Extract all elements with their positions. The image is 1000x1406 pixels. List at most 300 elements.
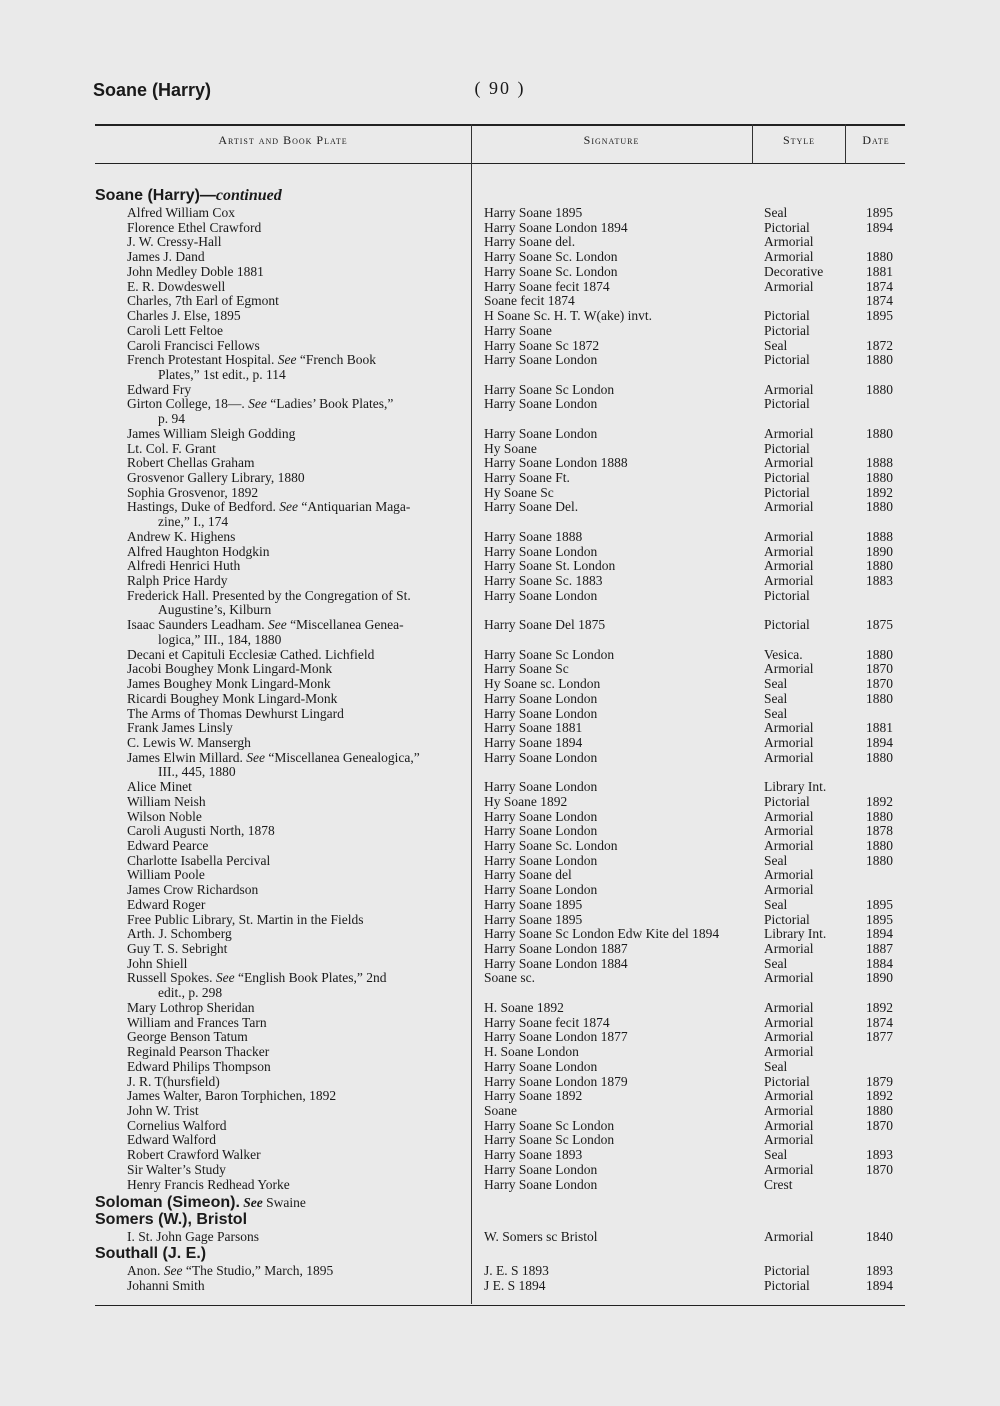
artist-heading (0, 188, 1000, 203)
date-cell: 1872 (866, 337, 893, 353)
see-reference-label: See (163, 1263, 183, 1278)
artist-book-plate (127, 1162, 226, 1177)
date-cell: 1880 (866, 808, 893, 824)
artist-name (95, 188, 282, 203)
artist-book-plate (127, 853, 270, 868)
table-row (0, 426, 1000, 441)
cross-reference: “English Book Plates,” 2nd (234, 970, 387, 986)
date-cell: 1893 (866, 1263, 893, 1278)
date-cell: 1879 (866, 1073, 893, 1089)
see-reference-label: See (246, 749, 265, 765)
signature-cell: Hy Soane 1892 (484, 793, 568, 809)
table-row (0, 1162, 1000, 1177)
table-row (0, 1118, 1000, 1133)
style-cell: Armorial (764, 808, 814, 824)
date-cell: 1881 (866, 720, 893, 736)
artist-book-plate (127, 441, 216, 456)
artist-name (95, 1246, 206, 1261)
artist-book-plate (127, 1059, 271, 1074)
see-reference-label: See (215, 970, 235, 986)
artist-book-plate (127, 926, 232, 941)
owner-name: James Boughey Monk Lingard-Monk (127, 676, 331, 691)
owner-name: Charles J. Else, 1895 (127, 308, 241, 323)
cross-reference: “Ladies’ Book Plates,” (266, 396, 394, 412)
style-cell: Armorial (764, 1044, 814, 1059)
owner-name: James Walter, Baron Torphichen, 1892 (127, 1088, 337, 1104)
table-row (0, 867, 1000, 882)
signature-cell: Harry Soane St. London (484, 558, 616, 574)
signature-cell: Harry Soane fecit 1874 (484, 1014, 610, 1030)
artist-book-plate (127, 676, 331, 691)
artist-book-plate (127, 573, 227, 588)
signature-cell: H Soane Sc. H. T. W(ake) invt. (484, 308, 652, 323)
owner-name: Sir Walter’s Study (127, 1161, 226, 1177)
date-cell: 1887 (866, 941, 893, 956)
table-row (0, 970, 1000, 985)
signature-cell: Harry Soane London 1877 (484, 1029, 628, 1045)
style-cell: Pictorial (764, 352, 810, 368)
owner-name: Edward Philips Thompson (127, 1058, 271, 1074)
signature-cell: Harry Soane London (484, 1058, 598, 1074)
table-row (0, 1059, 1000, 1074)
artist-book-plate (127, 352, 376, 367)
continued-label: continued (215, 187, 282, 204)
artist-book-plate (127, 499, 410, 514)
table-row (0, 323, 1000, 338)
see-reference-label: See (267, 617, 287, 633)
owner-name: Henry Francis Redhead Yorke (127, 1176, 290, 1192)
style-cell: Armorial (764, 234, 814, 250)
date-cell: 1880 (866, 852, 893, 868)
style-cell: Armorial (764, 734, 814, 750)
style-cell: Seal (764, 852, 788, 868)
date-cell: 1870 (866, 1117, 893, 1133)
style-cell: Armorial (764, 941, 814, 956)
table-row (0, 647, 1000, 662)
table-row (0, 882, 1000, 897)
style-cell: Pictorial (764, 911, 810, 927)
owner-name: Andrew K. Highens (127, 528, 236, 544)
table-row (0, 279, 1000, 294)
table-row (0, 661, 1000, 676)
owner-name: John Shiell (127, 955, 188, 971)
table-row (0, 558, 1000, 573)
style-cell: Pictorial (764, 219, 810, 235)
artist-book-plate (127, 1263, 333, 1278)
signature-cell: Harry Soane London (484, 852, 598, 868)
artist-book-plate (127, 234, 222, 249)
date-cell: 1880 (866, 646, 893, 662)
signature-cell: Harry Soane Ft. (484, 470, 570, 485)
date-cell: 1880 (866, 425, 893, 441)
table-row (0, 853, 1000, 868)
date-cell: 1880 (866, 690, 893, 706)
cross-reference: “French Book (296, 352, 376, 368)
date-cell: 1880 (866, 499, 893, 515)
date-cell: 1875 (866, 617, 893, 633)
style-cell: Armorial (764, 823, 814, 839)
owner-name: Alfred Haughton Hodgkin (127, 543, 270, 559)
table-row (0, 338, 1000, 353)
signature-cell: Harry Soane Del 1875 (484, 617, 606, 633)
style-cell: Seal (764, 1147, 788, 1163)
table-bottom-rule (95, 1305, 905, 1306)
style-cell: Pictorial (764, 1263, 810, 1278)
table-row-continuation (0, 514, 1000, 529)
table-row (0, 1074, 1000, 1089)
see-reference-label: See (243, 1195, 263, 1211)
artist-heading (0, 1195, 1000, 1210)
artist-book-plate (127, 470, 305, 485)
owner-name: Jacobi Boughey Monk Lingard-Monk (127, 661, 333, 677)
style-cell: Armorial (764, 528, 814, 544)
artist-book-plate (127, 1103, 199, 1118)
style-cell: Crest (764, 1176, 793, 1192)
style-cell: Armorial (764, 1102, 814, 1118)
artist-book-plate (127, 706, 344, 721)
style-cell: Library Int. (764, 779, 827, 795)
artist-book-plate (127, 1029, 248, 1044)
artist-book-plate (127, 264, 264, 279)
owner-name: I. St. John Gage Parsons (127, 1229, 259, 1245)
table-row (0, 676, 1000, 691)
artist-book-plate (158, 367, 286, 382)
signature-cell: Harry Soane (484, 322, 552, 338)
artist-book-plate (127, 382, 191, 397)
style-cell: Armorial (764, 455, 814, 471)
signature-cell: Harry Soane 1893 (484, 1147, 583, 1163)
signature-cell: Harry Soane London (484, 425, 598, 441)
signature-cell: W. Somers sc Bristol (484, 1229, 598, 1245)
owner-name: Caroli Lett Feltoe (127, 322, 223, 338)
table-row (0, 499, 1000, 514)
style-cell: Armorial (764, 573, 814, 588)
table-row (0, 823, 1000, 838)
artist-book-plate (127, 529, 235, 544)
artist-book-plate (127, 779, 192, 794)
date-cell: 1874 (866, 1014, 893, 1030)
owner-name: George Benson Tatum (127, 1029, 248, 1045)
artist-book-plate (127, 735, 251, 750)
artist-book-plate (127, 867, 205, 882)
artist-heading-name: Soane (Harry)— (95, 187, 216, 204)
cross-reference: “Miscellanea Genealogica,” (264, 749, 420, 765)
column-divider (752, 124, 753, 164)
style-cell: Seal (764, 955, 788, 971)
signature-cell: Harry Soane 1894 (484, 734, 583, 750)
date-cell: 1870 (866, 676, 893, 691)
style-cell: Seal (764, 1058, 788, 1074)
table-row-continuation (0, 764, 1000, 779)
cross-reference: “The Studio,” March, 1895 (182, 1263, 334, 1278)
owner-name: p. 94 (158, 411, 185, 427)
signature-cell: Harry Soane London 1879 (484, 1073, 628, 1089)
owner-name: Mary Lothrop Sheridan (127, 999, 255, 1015)
style-cell: Pictorial (764, 484, 810, 500)
table-row (0, 1229, 1000, 1244)
table-row (0, 205, 1000, 220)
table-row (0, 1088, 1000, 1103)
table-row (0, 617, 1000, 632)
owner-name: Florence Ethel Crawford (127, 219, 262, 235)
artist-book-plate (127, 970, 387, 985)
table-row (0, 264, 1000, 279)
table-row (0, 544, 1000, 559)
artist-book-plate (127, 1044, 269, 1059)
date-cell: 1880 (866, 352, 893, 368)
table-row (0, 382, 1000, 397)
signature-cell: Harry Soane Del. (484, 499, 579, 515)
table-row (0, 809, 1000, 824)
owner-name: William Neish (127, 793, 206, 809)
signature-cell: Harry Soane London (484, 396, 598, 412)
owner-name: edit., p. 298 (158, 985, 223, 1001)
column-header-artist: Artist and Book Plate (218, 133, 348, 147)
artist-book-plate (127, 897, 205, 912)
date-cell: 1890 (866, 543, 893, 559)
style-cell: Armorial (764, 381, 814, 397)
signature-cell: Harry Soane Sc. London (484, 838, 618, 853)
owner-name: zine,” I., 174 (158, 514, 229, 530)
style-cell: Armorial (764, 1161, 814, 1177)
signature-cell: Harry Soane Sc London Edw Kite del 1894 (484, 926, 720, 942)
running-head: Soane (Harry) (93, 80, 212, 100)
signature-cell: Harry Soane London (484, 543, 598, 559)
owner-name: The Arms of Thomas Dewhurst Lingard (127, 705, 344, 721)
table-row (0, 1132, 1000, 1147)
artist-book-plate (127, 1229, 259, 1244)
table-row (0, 1044, 1000, 1059)
owner-name: Edward Roger (127, 896, 206, 912)
owner-name: James Crow Richardson (127, 882, 259, 898)
signature-cell: Harry Soane London (484, 587, 598, 603)
artist-book-plate (158, 514, 228, 529)
signature-cell: Soane fecit 1874 (484, 293, 575, 309)
signature-cell: Soane (484, 1102, 517, 1118)
owner-name: Wilson Noble (127, 808, 202, 824)
owner-name: Cornelius Walford (127, 1117, 227, 1133)
owner-name: Charlotte Isabella Percival (127, 852, 271, 868)
table-row (0, 529, 1000, 544)
owner-name: Charles, 7th Earl of Egmont (127, 293, 279, 309)
artist-heading (0, 1246, 1000, 1261)
artist-book-plate (127, 941, 227, 956)
style-cell: Pictorial (764, 440, 810, 456)
artist-book-plate (127, 396, 393, 411)
owner-name: Robert Crawford Walker (127, 1147, 261, 1163)
table-row-continuation (0, 985, 1000, 1000)
date-cell: 1894 (866, 219, 893, 235)
owner-name: Edward Walford (127, 1132, 217, 1148)
artist-book-plate (127, 617, 404, 632)
signature-cell: J E. S 1894 (484, 1277, 546, 1293)
style-cell: Seal (764, 896, 788, 912)
style-cell: Seal (764, 690, 788, 706)
signature-cell: Harry Soane London (484, 749, 598, 765)
signature-cell: Harry Soane 1895 (484, 911, 583, 927)
signature-cell: Harry Soane 1881 (484, 720, 583, 736)
table-row (0, 1147, 1000, 1162)
signature-cell: Harry Soane Sc London (484, 646, 615, 662)
table-row (0, 941, 1000, 956)
owner-name: Alfred William Cox (127, 205, 235, 220)
style-cell: Armorial (764, 558, 814, 574)
date-cell: 1883 (866, 573, 893, 588)
owner-name: James Elwin Millard. (127, 749, 243, 765)
style-cell: Pictorial (764, 308, 810, 323)
owner-name: C. Lewis W. Mansergh (127, 734, 251, 750)
style-cell: Decorative (764, 263, 824, 279)
see-reference-label: See (277, 352, 297, 368)
style-cell: Pictorial (764, 322, 810, 338)
style-cell: Armorial (764, 1229, 814, 1245)
artist-book-plate (127, 220, 261, 235)
header-bottom-rule (95, 163, 905, 164)
date-cell: 1895 (866, 911, 893, 927)
table-row (0, 293, 1000, 308)
artist-book-plate (127, 455, 254, 470)
table-row (0, 249, 1000, 264)
table-row (0, 794, 1000, 809)
artist-book-plate (127, 794, 206, 809)
owner-name: Free Public Library, St. Martin in the Fields (127, 911, 364, 927)
date-cell: 1893 (866, 1147, 893, 1163)
date-cell: 1888 (866, 455, 893, 471)
style-cell: Pictorial (764, 1277, 810, 1293)
date-cell: 1890 (866, 970, 893, 986)
style-cell: Armorial (764, 882, 814, 898)
artist-book-plate (127, 588, 411, 603)
artist-book-plate (127, 1278, 205, 1293)
column-header-date: Date (862, 133, 890, 147)
table-top-rule (95, 124, 905, 126)
artist-heading-name: Somers (W.), Bristol (95, 1211, 248, 1229)
artist-book-plate (127, 544, 269, 559)
date-cell: 1870 (866, 1161, 893, 1177)
style-cell: Seal (764, 205, 788, 220)
artist-book-plate (127, 1132, 216, 1147)
owner-name: Frank James Linsly (127, 720, 233, 736)
owner-name: III., 445, 1880 (158, 764, 236, 780)
style-cell: Armorial (764, 970, 814, 986)
date-cell: 1880 (866, 470, 893, 485)
table-row-continuation (0, 602, 1000, 617)
owner-name: Ralph Price Hardy (127, 573, 228, 588)
style-cell: Armorial (764, 278, 814, 294)
column-header-style: Style (782, 133, 816, 147)
owner-name: John Medley Doble 1881 (127, 263, 264, 279)
date-cell: 1880 (866, 749, 893, 765)
table-row (0, 1103, 1000, 1118)
style-cell: Armorial (764, 543, 814, 559)
table-row (0, 220, 1000, 235)
style-cell: Pictorial (764, 1073, 810, 1089)
artist-book-plate (127, 323, 223, 338)
date-cell: 1880 (866, 558, 893, 574)
artist-book-plate (127, 205, 235, 220)
date-cell: 1892 (866, 1088, 893, 1104)
artist-book-plate (127, 661, 332, 676)
date-cell: 1895 (866, 896, 893, 912)
table-row (0, 779, 1000, 794)
owner-name: Russell Spokes. (127, 970, 213, 986)
style-cell: Armorial (764, 1088, 814, 1104)
signature-cell: Harry Soane London 1887 (484, 941, 628, 956)
cross-reference: “Miscellanea Genea- (286, 617, 404, 633)
date-cell: 1870 (866, 661, 893, 677)
date-cell: 1895 (866, 308, 893, 323)
signature-cell: Harry Soane Sc London (484, 1117, 615, 1133)
table-row-continuation (0, 632, 1000, 647)
signature-cell: Harry Soane London (484, 823, 598, 839)
signature-cell: Harry Soane London (484, 705, 598, 721)
artist-book-plate (127, 1118, 227, 1133)
signature-cell: Harry Soane London 1894 (484, 219, 628, 235)
artist-book-plate (127, 882, 258, 897)
signature-cell: Hy Soane Sc (484, 484, 554, 500)
signature-cell: Harry Soane 1895 (484, 896, 583, 912)
signature-cell: Harry Soane London (484, 352, 598, 368)
artist-book-plate (127, 485, 258, 500)
artist-book-plate (127, 691, 337, 706)
artist-book-plate (127, 823, 275, 838)
date-cell: 1894 (866, 926, 893, 942)
style-cell: Library Int. (764, 926, 827, 942)
date-cell: 1880 (866, 838, 893, 853)
date-cell: 1880 (866, 1102, 893, 1118)
table-row (0, 455, 1000, 470)
owner-name: Ricardi Boughey Monk Lingard-Monk (127, 690, 338, 706)
signature-cell: Harry Soane 1895 (484, 205, 583, 220)
artist-book-plate (127, 912, 363, 927)
date-cell: 1894 (866, 1277, 893, 1293)
owner-name: Hastings, Duke of Bedford. (127, 499, 276, 515)
signature-cell: J. E. S 1893 (484, 1263, 549, 1278)
table-row (0, 720, 1000, 735)
owner-name: Edward Pearce (127, 838, 209, 853)
table-row (0, 1177, 1000, 1192)
artist-book-plate (127, 1015, 267, 1030)
signature-cell: Harry Soane Sc (484, 661, 569, 677)
style-cell: Seal (764, 337, 788, 353)
artist-book-plate (127, 249, 205, 264)
table-row (0, 470, 1000, 485)
artist-book-plate (127, 426, 295, 441)
style-cell: Armorial (764, 867, 814, 883)
style-cell: Armorial (764, 1014, 814, 1030)
style-cell: Armorial (764, 838, 814, 853)
date-cell: 1895 (866, 205, 893, 220)
owner-name: James William Sleigh Godding (127, 425, 296, 441)
signature-cell: Hy Soane sc. London (484, 676, 601, 691)
owner-name: Girton College, 18—. (127, 396, 245, 412)
date-cell: 1880 (866, 381, 893, 397)
signature-cell: Harry Soane London (484, 690, 598, 706)
signature-cell: Harry Soane fecit 1874 (484, 278, 610, 294)
style-cell: Armorial (764, 661, 814, 677)
artist-name (95, 1195, 306, 1210)
artist-book-plate (127, 279, 225, 294)
date-cell: 1880 (866, 249, 893, 265)
signature-cell: Harry Soane Sc. London (484, 263, 618, 279)
table-row (0, 750, 1000, 765)
owner-name: Robert Chellas Graham (127, 455, 255, 471)
table-row (0, 1263, 1000, 1278)
artist-book-plate (127, 750, 420, 765)
artist-book-plate (127, 956, 187, 971)
owner-name: Johanni Smith (127, 1277, 205, 1293)
artist-book-plate (127, 838, 208, 853)
